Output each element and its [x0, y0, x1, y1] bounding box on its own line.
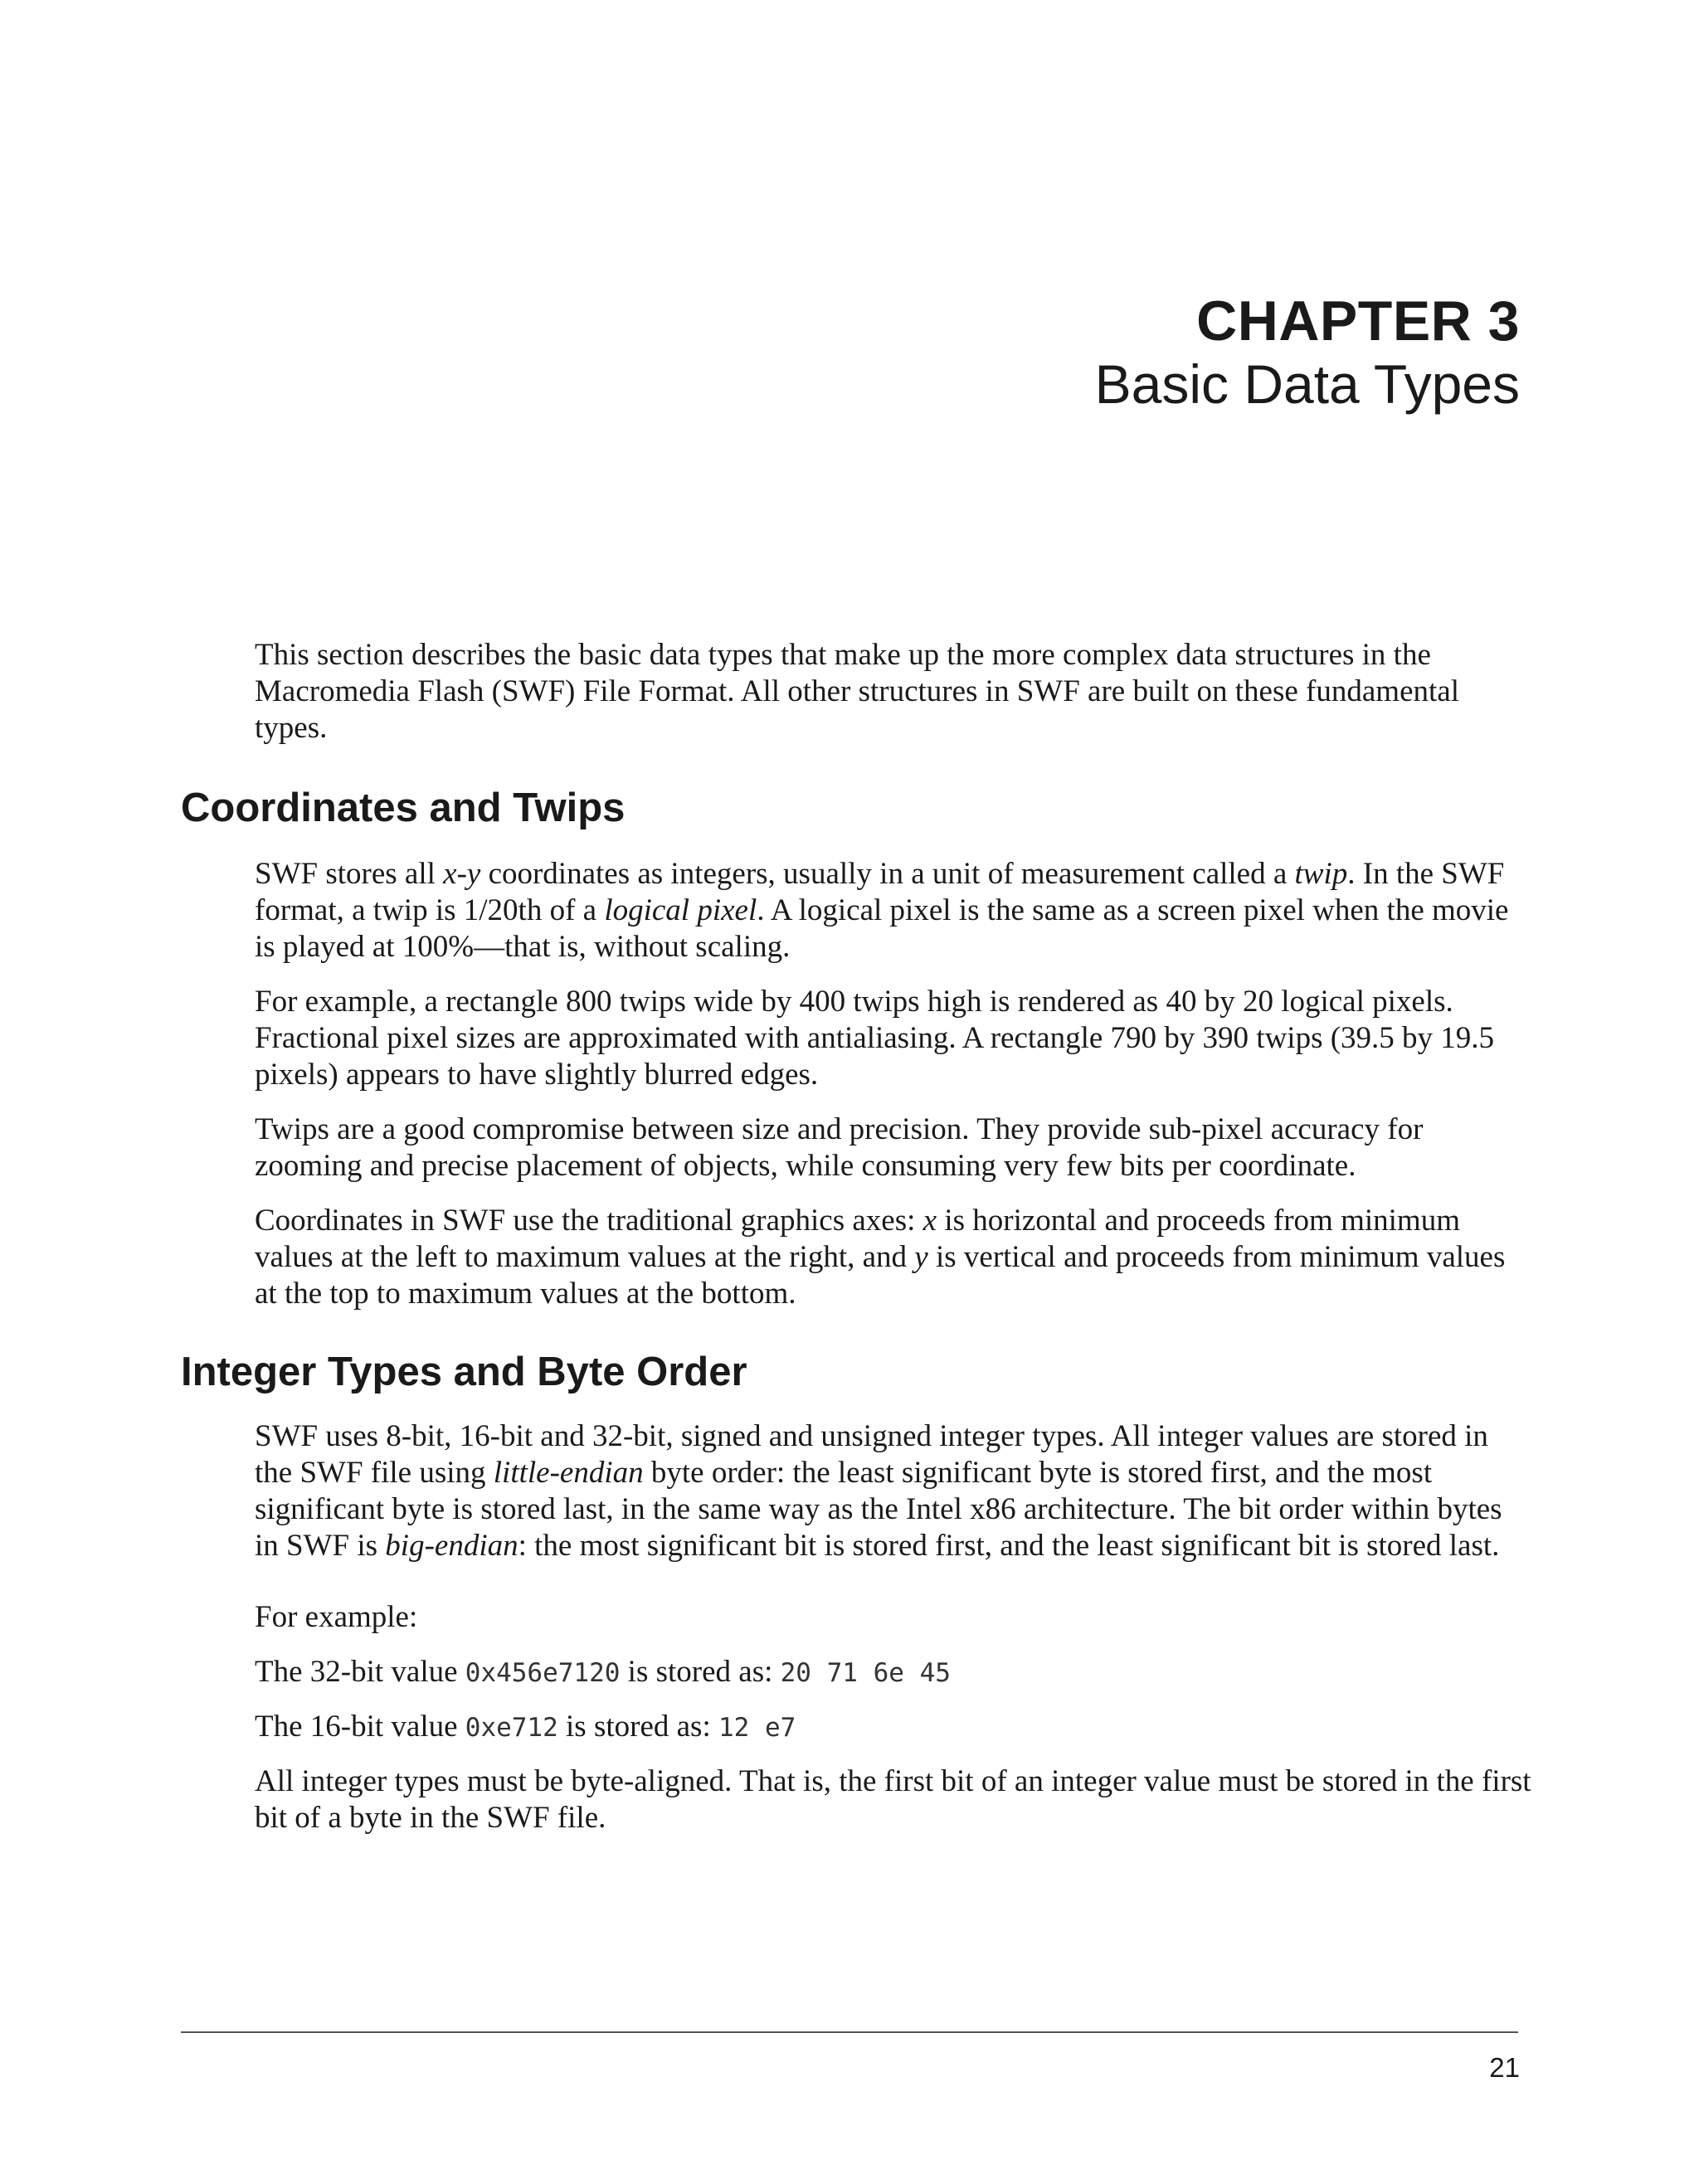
emphasis-little-endian: little-endian: [493, 1456, 644, 1490]
example-16bit: [255, 1709, 1532, 1746]
text-run: Coordinates in SWF use the traditional graphics axes:: [255, 1204, 923, 1238]
chapter-label: CHAPTER 3: [1196, 289, 1520, 353]
code-bytes: 12 e7: [718, 1713, 796, 1743]
text-run: : the most significant bit is stored first, and the least significant bit is stored last.: [518, 1529, 1500, 1563]
chapter-heading: [1095, 290, 1520, 416]
section-title-coordinates: Coordinates and Twips: [181, 786, 626, 830]
text-run: is vertical and proceeds from minimum values at the top to maximum values at the bottom.: [255, 1240, 1506, 1311]
text-run: byte order: the least significant byte is stored first, and the most significant byte is stored last, in the same way as the Intel x86 architecture. The bit order within bytes in SWF is: [255, 1456, 1502, 1563]
emphasis-xy: x-y: [443, 857, 481, 891]
emphasis-big-endian: big-endian: [385, 1529, 518, 1563]
coordinates-paragraph-3: Twips are a good compromise between size and precision. They provide sub-pixel accuracy for zooming and precise placement of objects, while consuming very few bits per coordinate.: [255, 1112, 1424, 1183]
chapter-title: Basic Data Types: [1094, 353, 1520, 415]
text-run: is stored as:: [620, 1655, 781, 1689]
text-run: is horizontal and proceeds from minimum values at the left to maximum values at the right, and: [255, 1204, 1460, 1274]
example-32bit: [255, 1654, 1532, 1691]
emphasis-x: x: [923, 1204, 937, 1238]
text-run: SWF stores all: [255, 857, 444, 891]
text-run: . A logical pixel is the same as a screen pixel when the movie is played at 100%—that is, without scaling.: [255, 893, 1509, 964]
section-title-integer-types: Integer Types and Byte Order: [181, 1350, 747, 1394]
text-run: The 16-bit value: [255, 1710, 465, 1744]
code-value: 0x456e7120: [465, 1658, 621, 1688]
emphasis-logical-pixel: logical pixel: [604, 893, 757, 927]
code-value: 0xe712: [465, 1713, 558, 1743]
integer-paragraph-1: [255, 1418, 1532, 1564]
intro-paragraph: This section describes the basic data types that make up the more complex data structures in the Macromedia Flash (SWF) File Format. All other structures in SWF are built on these fundamental types.: [255, 638, 1459, 745]
integer-paragraph-2: For example:: [255, 1600, 418, 1634]
emphasis-twip: twip: [1294, 857, 1348, 891]
footer-divider: [181, 2031, 1518, 2033]
text-run: coordinates as integers, usually in a unit of measurement called a: [480, 857, 1295, 891]
coordinates-paragraph-1: [255, 856, 1532, 966]
text-run: SWF uses 8-bit, 16-bit and 32-bit, signed and unsigned integer types. All integer values are stored in the SWF file using: [255, 1419, 1488, 1490]
text-run: . In the SWF format, a twip is 1/20th of a: [255, 857, 1505, 927]
emphasis-y: y: [914, 1240, 928, 1274]
text-run: is stored as:: [557, 1710, 718, 1744]
page-number: 21: [1489, 2052, 1520, 2083]
integer-paragraph-3: All integer types must be byte-aligned. That is, the first bit of an integer value must be stored in the first bit of a byte in the SWF file.: [255, 1764, 1531, 1835]
code-bytes: 20 71 6e 45: [780, 1658, 951, 1688]
coordinates-paragraph-4: [255, 1203, 1532, 1312]
text-run: The 32-bit value: [255, 1655, 465, 1689]
coordinates-paragraph-2: For example, a rectangle 800 twips wide by 400 twips high is rendered as 40 by 20 logical pixels. Fractional pixel sizes are approximated with antialiasing. A rectangle 790 by 390 twips (39.5 by 19.5 pixels) appears to have slightly blurred edges.: [255, 985, 1495, 1092]
